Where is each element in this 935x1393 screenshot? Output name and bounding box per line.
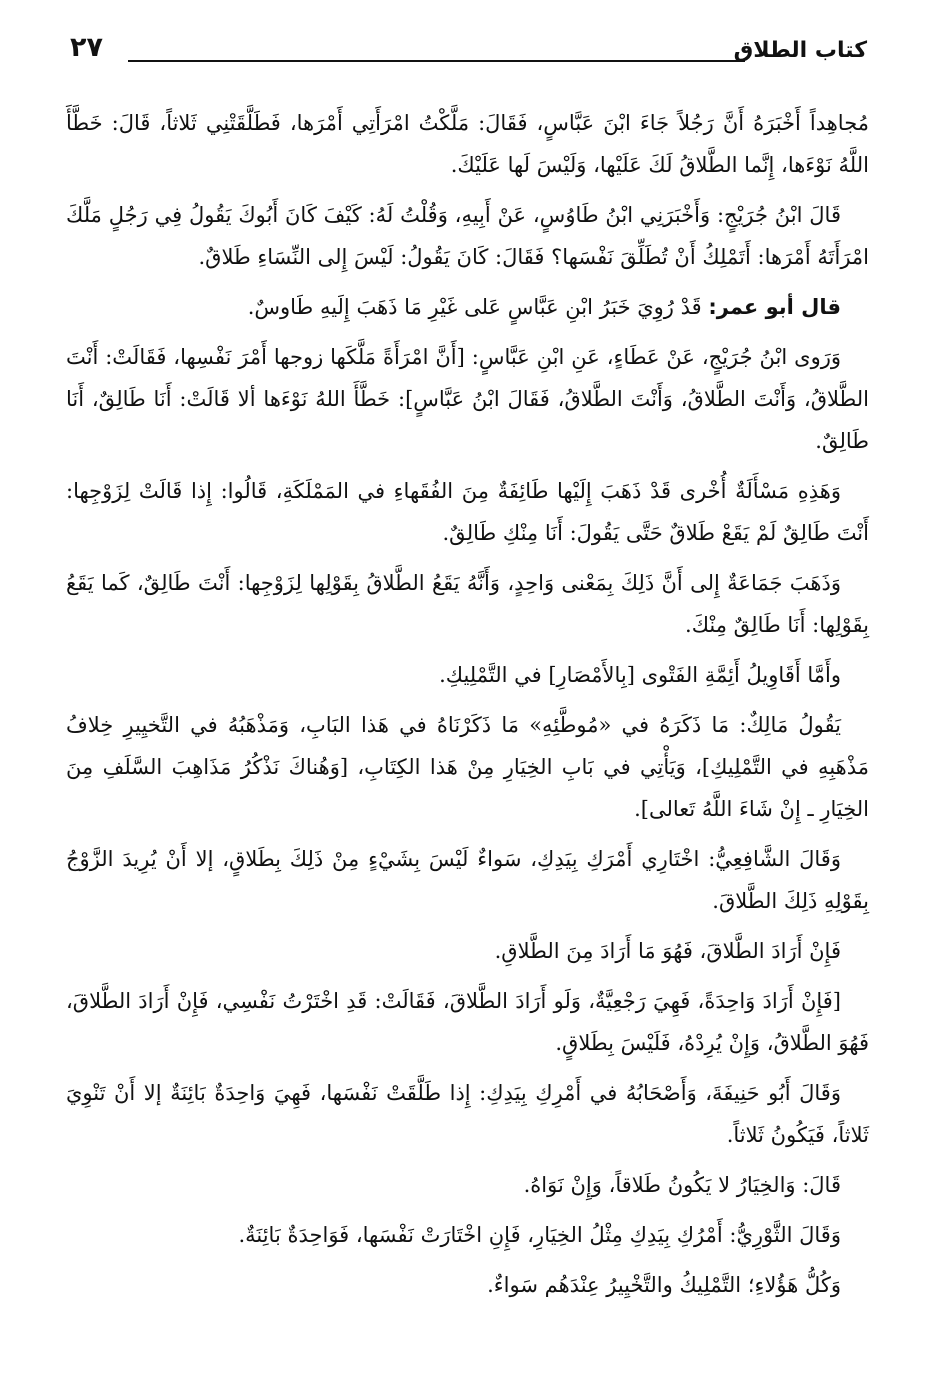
paragraph <box>66 1214 869 1256</box>
paragraph <box>66 1164 869 1206</box>
paragraph <box>66 470 869 554</box>
paragraph <box>66 336 869 462</box>
paragraph-text: قَالَ: وَالخِيَارُ لا يَكُونُ طَلاقاً، وَإِنْ نَوَاهُ. <box>523 1173 841 1197</box>
paragraph <box>66 1072 869 1156</box>
paragraph-text: وأَمَّا أَقَاوِيلُ أَئِمَّةِ الفَتْوى [بِالأَمْصَارِ] في التَّمْلِيكِ. <box>439 663 841 687</box>
page-body <box>66 102 869 1314</box>
paragraph-text: يَقُولُ مَالِكٌ: مَا ذَكَرَهُ في «مُوطَّئِهِ» مَا ذَكَرْنَاهُ في هَذا البَابِ، وَمَذْهَبُهُ في التَّخيِيرِ خِلافُ مَذْهَبِهِ في التَّمْلِيكِ]، وَيَأْتِي في بَابِ الخِيَارِ مِنْ هَذا الكِتَابِ، [وَهُناكَ نَذْكُرُ مَذَاهِبَ السَّلَفِ مِنَ الخِيَارِ ـ إِنْ شَاءَ اللَّهُ تَعالى]. <box>66 713 869 821</box>
paragraph <box>66 562 869 646</box>
paragraph <box>66 654 869 696</box>
paragraph <box>66 930 869 972</box>
paragraph <box>66 102 869 186</box>
paragraph-text: فَإِنْ أَرَادَ الطَّلاقَ، فَهُوَ مَا أَرَادَ مِنَ الطَّلاقِ. <box>494 939 841 963</box>
paragraph-lead: قال أبو عمر: <box>708 295 841 319</box>
paragraph-text: وَقَالَ أَبُو حَنِيفَةَ، وَأَصْحَابُهُ في أَمْرِكِ بِيَدِكِ: إِذا طَلَّقَتْ نَفْسَها، فَهِيَ وَاحِدَةٌ بَائِنَةٌ إلا أَنْ تَنْوِيَ ثَلاثاً، فَيَكُونُ ثَلاثاً. <box>66 1081 869 1147</box>
paragraph-text: وَذَهَبَ جَمَاعَةٌ إِلى أَنَّ ذَلِكَ بِمَعْنى وَاحِدٍ، وَأَنَّهُ يَقَعُ الطَّلاقُ بِقَوْلِها لِزَوْجِها: أَنْتَ طَالِقٌ، كَما يَقَعُ بِقَوْلِها: أَنَا طَالِقٌ مِنْكَ. <box>66 571 869 637</box>
paragraph-text: وَهَذِهِ مَسْأَلَةٌ أُخْرى قَدْ ذَهَبَ إِلَيْها طَائِفَةٌ مِنَ الفُقَهاءِ في المَمْلَكَةِ، قَالُوا: إِذا قَالَتْ لِزَوْجِها: أَنْتَ طَالِقٌ لَمْ يَقَعْ طَلاقٌ حَتَّى يَقُولَ: أَنَا مِنْكِ طَالِقٌ. <box>66 479 869 545</box>
paragraph <box>66 838 869 922</box>
paragraph-text: مُجاهِداً أَخْبَرَهُ أَنَّ رَجُلاً جَاءَ ابْنَ عَبَّاسٍ، فَقَالَ: مَلَّكْتُ امْرَأَتِي أَمْرَها، فَطَلَّقَتْنِي ثَلاثاً، قَالَ: خَطَّأَ اللَّهُ نَوْءَها، إِنَّما الطَّلاقُ لَكَ عَلَيْها، وَلَيْسَ لَها عَلَيْكَ. <box>66 111 869 177</box>
running-header <box>70 28 867 78</box>
paragraph <box>66 704 869 830</box>
header-rule <box>128 60 745 62</box>
paragraph <box>66 194 869 278</box>
paragraph-text: وَرَوى ابْنُ جُرَيْجٍ، عَنْ عَطَاءٍ، عَنِ ابْنِ عَبَّاسٍ: [أَنَّ امْرَأَةً مَلَّكَها زوجها أَمْرَ نَفْسِها، فَقَالَتْ: أَنْتَ الطَّلاقُ، وَأَنْتَ الطَّلاقُ، وَأَنْتَ الطَّلاقُ، فَقَالَ ابْنُ عَبَّاسٍ]: خَطَّأَ اللهُ نَوْءَها ألا قَالَتْ: أَنَا طَالِقٌ، أَنَا طَالِقٌ. <box>66 345 869 453</box>
paragraph-text: وَقَالَ الشَّافِعِيُّ: اخْتَارِي أَمْرَكِ بِيَدِكِ، سَواءٌ لَيْسَ بِشَيْءٍ مِنْ ذَلِكَ بِطَلاقٍ، إلا أَنْ يُرِيدَ الزَّوْجُ بِقَوْلِهِ ذَلِكَ الطَّلاقَ. <box>66 847 869 913</box>
paragraph-text: [فَإِنْ أَرَادَ وَاحِدَةً، فَهِيَ رَجْعِيَّةٌ، وَلَو أَرَادَ الطَّلاقَ، فَقَالَتْ: قَدِ اخْتَرْتُ نَفْسِي، فَإِنْ أَرَادَ الطَّلاقَ، فَهُوَ الطَّلاقُ، وَإِنْ يُرِدْهُ، فَلَيْسَ بِطَلاقٍ. <box>66 989 869 1055</box>
paragraph-text: وَقَالَ الثَّوْرِيُّ: أَمْرُكِ بِيَدِكِ مِثْلُ الخِيَارِ، فَإِنِ اخْتَارَتْ نَفْسَها، فَوَاحِدَةٌ بَائِنَةٌ. <box>238 1223 841 1247</box>
paragraph-text: وَكُلُّ هَؤُلاءِ؛ التَّمْلِيكُ والتَّخْيِيرُ عِنْدَهُم سَواءٌ. <box>487 1273 841 1297</box>
paragraph-text: قَدْ رُوِيَ خَبَرُ ابْنِ عَبَّاسٍ عَلى غَيْرِ مَا ذَهَبَ إِلَيهِ طَاوسٌ. <box>247 295 709 319</box>
page-number: ٢٧ <box>70 32 103 63</box>
paragraph-text: قَالَ ابْنُ جُرَيْجٍ: وَأَخْبَرَنِي ابْنُ طَاوُسٍ، عَنْ أَبِيهِ، وَقُلْتُ لَهُ: كَيْفَ كَانَ أَبُوكَ يَقُولُ فِي رَجُلٍ مَلَّكَ امْرَأَتَهُ أَمْرَها: أَتَمْلِكُ أَنْ تُطَلِّقَ نَفْسَها؟ فَقَالَ: كَانَ يَقُولُ: لَيْسَ إِلى النِّسَاءِ طَلاقٌ. <box>66 203 869 269</box>
paragraph <box>66 980 869 1064</box>
paragraph <box>66 1264 869 1306</box>
running-title: كتاب الطلاق <box>733 38 867 63</box>
paragraph <box>66 286 869 328</box>
